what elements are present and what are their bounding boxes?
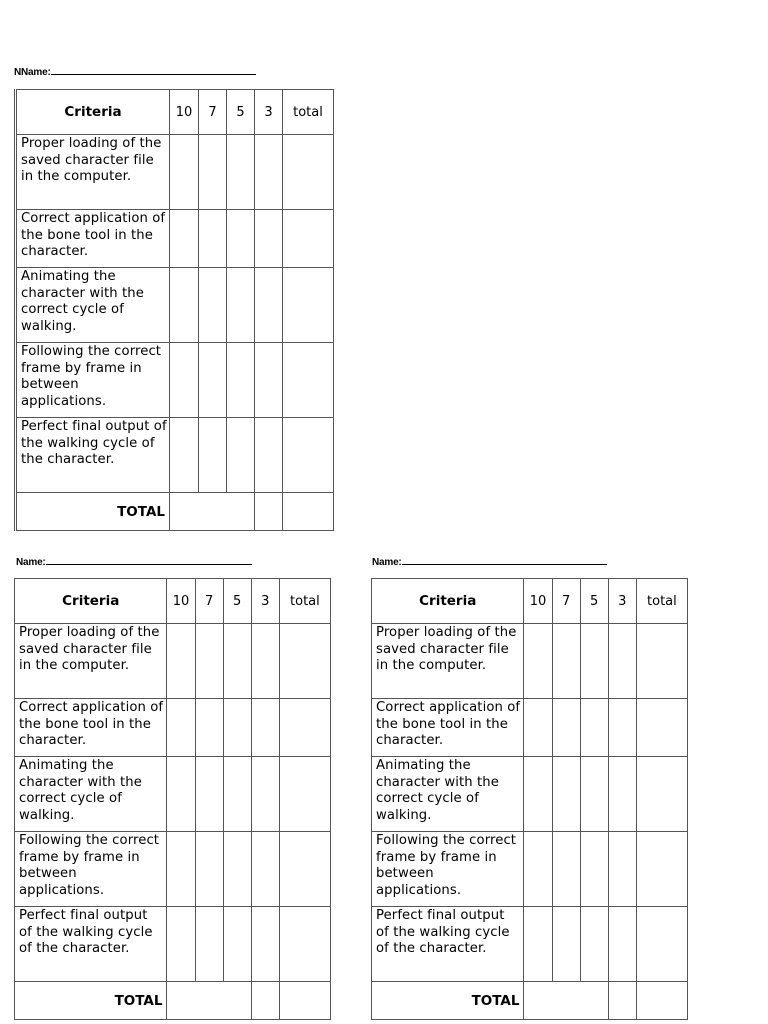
name-label: Name: — [16, 557, 46, 568]
rubric-table-1 — [14, 89, 334, 531]
score-cell[interactable] — [170, 418, 199, 493]
score-cell[interactable] — [223, 699, 251, 757]
score-10-header: 10 — [170, 90, 199, 135]
score-cell[interactable] — [251, 832, 279, 907]
table-row — [372, 907, 688, 982]
criterion-text: Correct application of the bone tool in the character. — [16, 210, 170, 268]
score-cell[interactable] — [255, 268, 283, 343]
score-7-header: 7 — [199, 90, 227, 135]
score-cell[interactable] — [580, 757, 608, 832]
score-cell[interactable] — [223, 907, 251, 982]
table-row — [15, 624, 331, 699]
score-cell[interactable] — [223, 832, 251, 907]
score-cell[interactable] — [167, 907, 195, 982]
score-cell[interactable] — [167, 699, 195, 757]
score-cell[interactable] — [552, 699, 580, 757]
score-cell[interactable] — [608, 757, 636, 832]
total-cell[interactable] — [636, 832, 687, 907]
table-row — [16, 135, 334, 210]
name-label: NName: — [14, 67, 51, 78]
header-row — [16, 90, 334, 135]
total-label: TOTAL — [15, 982, 167, 1020]
score-cell[interactable] — [195, 907, 223, 982]
score-cell[interactable] — [199, 418, 227, 493]
name-blank-line[interactable] — [46, 555, 252, 565]
score-cell[interactable] — [199, 268, 227, 343]
score-cell[interactable] — [227, 268, 255, 343]
score-cell[interactable] — [170, 210, 199, 268]
score-cell[interactable] — [251, 757, 279, 832]
score-cell[interactable] — [195, 624, 223, 699]
criterion-text: Following the correct frame by frame in between applications. — [372, 832, 524, 907]
score-cell[interactable] — [552, 624, 580, 699]
total-cell[interactable] — [283, 418, 334, 493]
table-row — [16, 268, 334, 343]
score-cell[interactable] — [608, 832, 636, 907]
score-cell[interactable] — [223, 757, 251, 832]
score-cell[interactable] — [580, 832, 608, 907]
score-cell[interactable] — [199, 343, 227, 418]
total-cell[interactable] — [279, 832, 330, 907]
name-field-3 — [372, 555, 607, 568]
criterion-text: Following the correct frame by frame in between applications. — [16, 343, 170, 418]
score-cell[interactable] — [223, 624, 251, 699]
rubric-table-2 — [14, 578, 331, 1020]
total-cell[interactable] — [636, 907, 687, 982]
score-cell[interactable] — [524, 832, 552, 907]
score-7-header: 7 — [195, 579, 223, 624]
total-label: TOTAL — [372, 982, 524, 1020]
score-cell[interactable] — [255, 418, 283, 493]
score-cell[interactable] — [195, 699, 223, 757]
score-cell[interactable] — [552, 757, 580, 832]
score-cell[interactable] — [227, 210, 255, 268]
score-10-header: 10 — [167, 579, 195, 624]
score-cell[interactable] — [170, 268, 199, 343]
total-cell[interactable] — [636, 624, 687, 699]
table-row — [372, 757, 688, 832]
score-3-header: 3 — [251, 579, 279, 624]
total-cell[interactable] — [279, 624, 330, 699]
score-3-header: 3 — [255, 90, 283, 135]
table-row — [372, 699, 688, 757]
score-cell[interactable] — [167, 624, 195, 699]
name-blank-line[interactable] — [402, 555, 607, 565]
total-header: total — [283, 90, 334, 135]
table-row — [16, 343, 334, 418]
table-row — [15, 699, 331, 757]
total-cell[interactable] — [283, 343, 334, 418]
total-cell[interactable] — [279, 982, 330, 1020]
total-row — [15, 982, 331, 1020]
score-cell[interactable] — [580, 699, 608, 757]
criteria-header: Criteria — [16, 90, 170, 135]
total-cell[interactable] — [283, 135, 334, 210]
score-5-header: 5 — [223, 579, 251, 624]
score-cell[interactable] — [167, 757, 195, 832]
score-cell[interactable] — [199, 135, 227, 210]
table-row — [15, 757, 331, 832]
score-cell[interactable] — [199, 210, 227, 268]
criteria-header: Criteria — [372, 579, 524, 624]
total-cell[interactable] — [636, 757, 687, 832]
score-cell[interactable] — [251, 907, 279, 982]
score-cell[interactable] — [524, 699, 552, 757]
score-cell[interactable] — [170, 135, 199, 210]
score-cell[interactable] — [251, 699, 279, 757]
score-cell[interactable] — [227, 135, 255, 210]
total-cell[interactable] — [279, 757, 330, 832]
total-row — [16, 493, 334, 531]
table-row — [16, 418, 334, 493]
score-cell[interactable] — [170, 343, 199, 418]
criterion-text: Proper loading of the saved character file in the computer. — [16, 135, 170, 210]
criterion-text: Perfect final output of the walking cycle of the character. — [15, 907, 167, 982]
criteria-header: Criteria — [15, 579, 167, 624]
score-cell[interactable] — [167, 832, 195, 907]
criterion-text: Perfect final output of the walking cycle of the character. — [372, 907, 524, 982]
score-3-header: 3 — [608, 579, 636, 624]
rubric-table-3 — [371, 578, 688, 1020]
score-cell[interactable] — [524, 624, 552, 699]
total-cell[interactable] — [279, 907, 330, 982]
score-cell[interactable] — [552, 907, 580, 982]
total-score-cell[interactable] — [524, 982, 608, 1020]
table-row — [15, 832, 331, 907]
score-cell[interactable] — [255, 210, 283, 268]
total-score-cell[interactable] — [170, 493, 255, 531]
score-cell[interactable] — [608, 907, 636, 982]
score-cell[interactable] — [195, 757, 223, 832]
score-cell[interactable] — [227, 418, 255, 493]
table-row — [15, 907, 331, 982]
score-cell[interactable] — [251, 624, 279, 699]
score-cell[interactable] — [227, 343, 255, 418]
total-cell[interactable] — [283, 210, 334, 268]
criterion-text: Correct application of the bone tool in the character. — [372, 699, 524, 757]
header-row — [372, 579, 688, 624]
score-cell[interactable] — [251, 982, 279, 1020]
total-score-cell[interactable] — [167, 982, 251, 1020]
score-cell[interactable] — [195, 832, 223, 907]
total-header: total — [636, 579, 687, 624]
total-cell[interactable] — [283, 493, 334, 531]
name-blank-line[interactable] — [51, 65, 256, 75]
total-row — [372, 982, 688, 1020]
name-field-2 — [16, 555, 252, 568]
total-cell[interactable] — [283, 268, 334, 343]
score-7-header: 7 — [552, 579, 580, 624]
table-row — [372, 624, 688, 699]
total-cell[interactable] — [279, 699, 330, 757]
criterion-text: Proper loading of the saved character file in the computer. — [15, 624, 167, 699]
score-cell[interactable] — [255, 135, 283, 210]
total-cell[interactable] — [636, 982, 687, 1020]
score-cell[interactable] — [608, 699, 636, 757]
score-cell[interactable] — [524, 757, 552, 832]
score-5-header: 5 — [580, 579, 608, 624]
header-row — [15, 579, 331, 624]
name-label: Name: — [372, 557, 402, 568]
criterion-text: Following the correct frame by frame in between applications. — [15, 832, 167, 907]
criterion-text: Perfect final output of the walking cycle of the character. — [16, 418, 170, 493]
table-row — [372, 832, 688, 907]
criterion-text: Correct application of the bone tool in the character. — [15, 699, 167, 757]
total-cell[interactable] — [636, 699, 687, 757]
score-cell[interactable] — [524, 907, 552, 982]
name-field-1 — [14, 65, 256, 78]
score-5-header: 5 — [227, 90, 255, 135]
score-cell[interactable] — [608, 982, 636, 1020]
score-cell[interactable] — [580, 907, 608, 982]
score-10-header: 10 — [524, 579, 552, 624]
criterion-text: Animating the character with the correct cycle of walking. — [15, 757, 167, 832]
score-cell[interactable] — [552, 832, 580, 907]
score-cell[interactable] — [580, 624, 608, 699]
criterion-text: Animating the character with the correct cycle of walking. — [372, 757, 524, 832]
total-header: total — [279, 579, 330, 624]
score-cell[interactable] — [255, 343, 283, 418]
table-row — [16, 210, 334, 268]
score-cell[interactable] — [608, 624, 636, 699]
criterion-text: Proper loading of the saved character file in the computer. — [372, 624, 524, 699]
criterion-text: Animating the character with the correct cycle of walking. — [16, 268, 170, 343]
total-label: TOTAL — [16, 493, 170, 531]
score-cell[interactable] — [255, 493, 283, 531]
